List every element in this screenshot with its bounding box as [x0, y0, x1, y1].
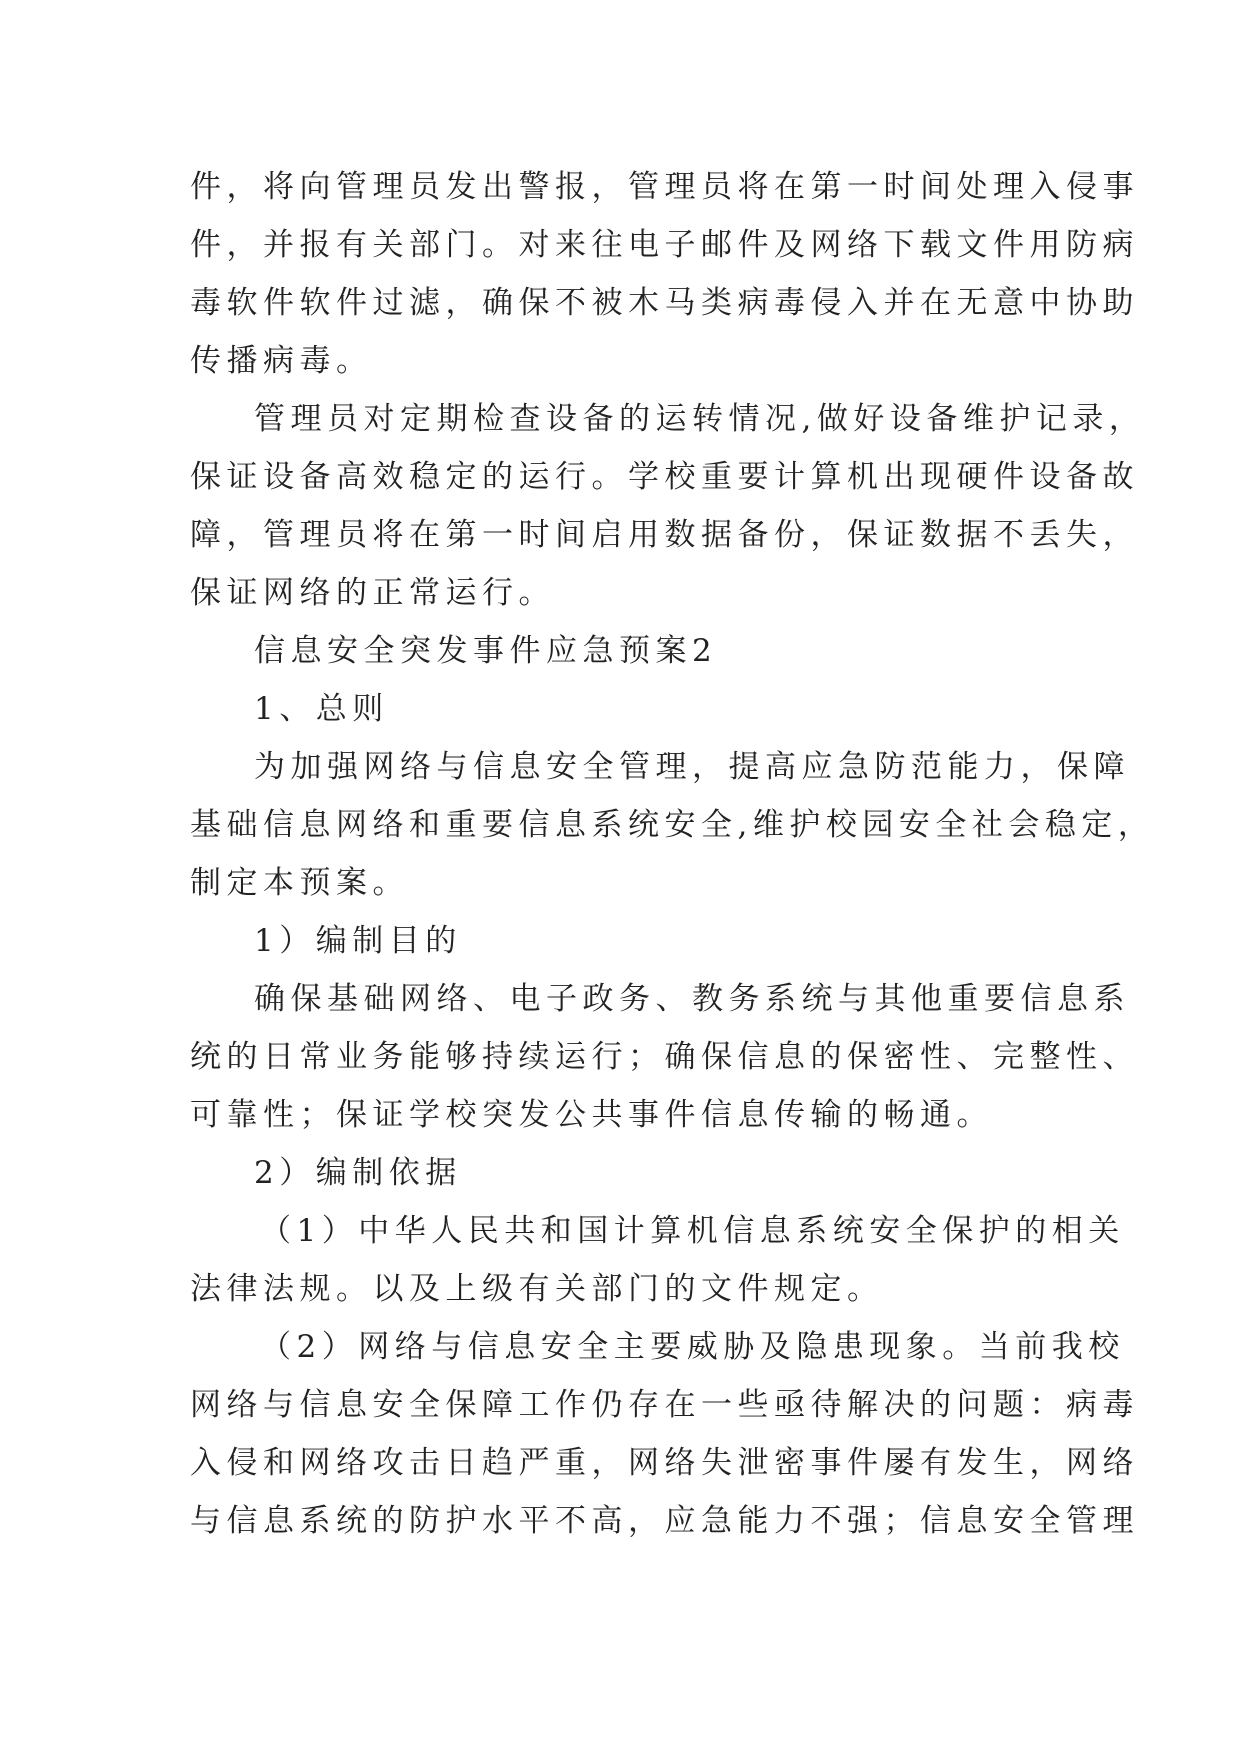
document-body: [190, 158, 1155, 1550]
text-line: 基础信息网络和重要信息系统安全,维护校园安全社会稳定，: [190, 807, 1155, 843]
text-line: 障，管理员将在第一时间启用数据备份，保证数据不丢失，: [190, 517, 1139, 553]
text-line: 统的日常业务能够持续运行；确保信息的保密性、完整性、: [190, 1039, 1139, 1075]
text-line: 确保基础网络、电子政务、教务系统与其他重要信息系: [254, 981, 1130, 1017]
text-line: 件，将向管理员发出警报，管理员将在第一时间处理入侵事: [190, 169, 1139, 205]
text-line: 为加强网络与信息安全管理，提高应急防范能力，保障: [254, 749, 1130, 785]
heading-basis: 2）编制依据: [254, 1155, 462, 1191]
text-line: 入侵和网络攻击日趋严重，网络失泄密事件屡有发生，网络: [190, 1445, 1139, 1481]
text-line: （2）网络与信息安全主要威胁及隐患现象。当前我校: [260, 1329, 1125, 1365]
text-line: 保证设备高效稳定的运行。学校重要计算机出现硬件设备故: [190, 459, 1139, 495]
text-line: 与信息系统的防护水平不高，应急能力不强；信息安全管理: [190, 1503, 1139, 1539]
text-line: 网络与信息安全保障工作仍存在一些亟待解决的问题：病毒: [190, 1387, 1139, 1423]
text-line: 传播病毒。: [190, 343, 373, 379]
text-line: 保证网络的正常运行。: [190, 575, 555, 611]
text-line: 可靠性；保证学校突发公共事件信息传输的畅通。: [190, 1097, 993, 1133]
text-line: 毒软件软件过滤，确保不被木马类病毒侵入并在无意中协助: [190, 285, 1139, 321]
section-title: 信息安全突发事件应急预案2: [254, 633, 718, 669]
text-line: 制定本预案。: [190, 865, 409, 901]
text-line: 法律法规。以及上级有关部门的文件规定。: [190, 1271, 884, 1307]
text-line: 件，并报有关部门。对来往电子邮件及网络下载文件用防病: [190, 227, 1139, 263]
text-line: （1）中华人民共和国计算机信息系统安全保护的相关: [260, 1213, 1125, 1249]
text-line: 管理员对定期检查设备的运转情况,做好设备维护记录，: [254, 401, 1146, 437]
heading-general: 1、总则: [254, 691, 389, 727]
heading-purpose: 1）编制目的: [254, 923, 462, 959]
